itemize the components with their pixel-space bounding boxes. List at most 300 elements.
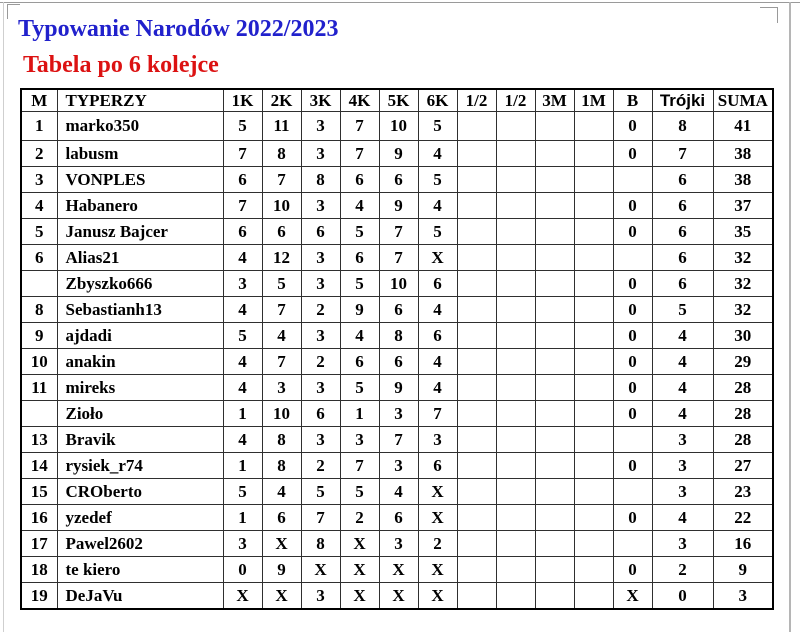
stage-score-cell bbox=[574, 271, 613, 297]
stage-score-cell bbox=[535, 583, 574, 610]
trojki-cell: 6 bbox=[652, 271, 713, 297]
round-score-cell: 2 bbox=[301, 297, 340, 323]
round-score-cell: 4 bbox=[223, 427, 262, 453]
round-score-cell: 6 bbox=[379, 505, 418, 531]
round-score-cell: 1 bbox=[340, 401, 379, 427]
column-header-6k: 6K bbox=[418, 89, 457, 112]
round-score-cell: 3 bbox=[301, 245, 340, 271]
round-score-cell: 5 bbox=[223, 479, 262, 505]
table-row bbox=[21, 583, 773, 610]
round-score-cell: X bbox=[340, 557, 379, 583]
standings-table bbox=[20, 88, 774, 610]
round-score-cell: 7 bbox=[379, 245, 418, 271]
column-header-b: B bbox=[613, 89, 652, 112]
trojki-cell: 5 bbox=[652, 297, 713, 323]
round-score-cell: X bbox=[301, 557, 340, 583]
round-score-cell: X bbox=[418, 583, 457, 610]
suma-cell: 32 bbox=[713, 271, 773, 297]
bonus-cell: 0 bbox=[613, 141, 652, 167]
bonus-cell: 0 bbox=[613, 375, 652, 401]
player-name-cell: CROberto bbox=[57, 479, 223, 505]
stage-score-cell bbox=[496, 557, 535, 583]
stage-score-cell bbox=[574, 219, 613, 245]
table-row bbox=[21, 505, 773, 531]
table-row bbox=[21, 349, 773, 375]
stage-score-cell bbox=[496, 531, 535, 557]
table-row bbox=[21, 375, 773, 401]
rank-cell: 6 bbox=[21, 245, 57, 271]
column-header-1m: 1M bbox=[574, 89, 613, 112]
player-name-cell: Zioło bbox=[57, 401, 223, 427]
page-subtitle: Tabela po 6 kolejce bbox=[23, 52, 219, 78]
round-score-cell: 5 bbox=[418, 112, 457, 141]
table-row bbox=[21, 479, 773, 505]
suma-cell: 28 bbox=[713, 401, 773, 427]
rank-cell: 16 bbox=[21, 505, 57, 531]
suma-cell: 28 bbox=[713, 375, 773, 401]
player-name-cell: Sebastianh13 bbox=[57, 297, 223, 323]
stage-score-cell bbox=[535, 323, 574, 349]
round-score-cell: 3 bbox=[301, 112, 340, 141]
round-score-cell: 7 bbox=[223, 193, 262, 219]
round-score-cell: 5 bbox=[418, 219, 457, 245]
suma-cell: 9 bbox=[713, 557, 773, 583]
round-score-cell: 4 bbox=[223, 375, 262, 401]
stage-score-cell bbox=[574, 401, 613, 427]
stage-score-cell bbox=[496, 479, 535, 505]
round-score-cell: 6 bbox=[262, 219, 301, 245]
stage-score-cell bbox=[574, 167, 613, 193]
round-score-cell: 6 bbox=[301, 219, 340, 245]
player-name-cell: Bravik bbox=[57, 427, 223, 453]
column-header-2k: 2K bbox=[262, 89, 301, 112]
rank-cell: 18 bbox=[21, 557, 57, 583]
stage-score-cell bbox=[457, 557, 496, 583]
column-header-4k: 4K bbox=[340, 89, 379, 112]
trojki-cell: 6 bbox=[652, 219, 713, 245]
round-score-cell: X bbox=[262, 583, 301, 610]
round-score-cell: 10 bbox=[262, 193, 301, 219]
round-score-cell: 6 bbox=[418, 271, 457, 297]
bonus-cell: 0 bbox=[613, 349, 652, 375]
trojki-cell: 4 bbox=[652, 349, 713, 375]
rank-cell bbox=[21, 401, 57, 427]
column-header-3k: 3K bbox=[301, 89, 340, 112]
table-row bbox=[21, 167, 773, 193]
stage-score-cell bbox=[457, 583, 496, 610]
player-name-cell: VONPLES bbox=[57, 167, 223, 193]
stage-score-cell bbox=[574, 297, 613, 323]
stage-score-cell bbox=[535, 297, 574, 323]
stage-score-cell bbox=[496, 583, 535, 610]
round-score-cell: 7 bbox=[301, 505, 340, 531]
rank-cell: 8 bbox=[21, 297, 57, 323]
stage-score-cell bbox=[457, 167, 496, 193]
round-score-cell: 11 bbox=[262, 112, 301, 141]
stage-score-cell bbox=[496, 427, 535, 453]
round-score-cell: 6 bbox=[223, 167, 262, 193]
column-header-m: M bbox=[21, 89, 57, 112]
player-name-cell: Pawel2602 bbox=[57, 531, 223, 557]
column-header-1-2: 1/2 bbox=[496, 89, 535, 112]
player-name-cell: te kiero bbox=[57, 557, 223, 583]
round-score-cell: 5 bbox=[262, 271, 301, 297]
player-name-cell: rysiek_r74 bbox=[57, 453, 223, 479]
rank-cell: 15 bbox=[21, 479, 57, 505]
round-score-cell: 5 bbox=[340, 479, 379, 505]
round-score-cell: X bbox=[418, 479, 457, 505]
player-name-cell: mireks bbox=[57, 375, 223, 401]
round-score-cell: 9 bbox=[262, 557, 301, 583]
column-header-1k: 1K bbox=[223, 89, 262, 112]
trojki-cell: 3 bbox=[652, 427, 713, 453]
rank-cell bbox=[21, 271, 57, 297]
round-score-cell: 3 bbox=[223, 271, 262, 297]
round-score-cell: 5 bbox=[340, 219, 379, 245]
bonus-cell bbox=[613, 167, 652, 193]
round-score-cell: 4 bbox=[262, 479, 301, 505]
bonus-cell: 0 bbox=[613, 505, 652, 531]
stage-score-cell bbox=[535, 453, 574, 479]
suma-cell: 38 bbox=[713, 167, 773, 193]
round-score-cell: X bbox=[340, 531, 379, 557]
trojki-cell: 4 bbox=[652, 323, 713, 349]
suma-cell: 32 bbox=[713, 297, 773, 323]
stage-score-cell bbox=[574, 141, 613, 167]
round-score-cell: 2 bbox=[340, 505, 379, 531]
suma-cell: 23 bbox=[713, 479, 773, 505]
round-score-cell: 9 bbox=[340, 297, 379, 323]
bonus-cell: 0 bbox=[613, 557, 652, 583]
bonus-cell: 0 bbox=[613, 401, 652, 427]
round-score-cell: 10 bbox=[379, 271, 418, 297]
trojki-cell: 6 bbox=[652, 245, 713, 271]
stage-score-cell bbox=[496, 167, 535, 193]
trojki-cell: 6 bbox=[652, 193, 713, 219]
suma-cell: 41 bbox=[713, 112, 773, 141]
round-score-cell: 4 bbox=[340, 193, 379, 219]
page-top-edge bbox=[0, 2, 800, 3]
round-score-cell: 7 bbox=[418, 401, 457, 427]
trojki-cell: 8 bbox=[652, 112, 713, 141]
round-score-cell: X bbox=[418, 245, 457, 271]
round-score-cell: 7 bbox=[379, 219, 418, 245]
round-score-cell: 4 bbox=[262, 323, 301, 349]
round-score-cell: 1 bbox=[223, 453, 262, 479]
round-score-cell: 7 bbox=[379, 427, 418, 453]
round-score-cell: 4 bbox=[379, 479, 418, 505]
round-score-cell: 4 bbox=[418, 297, 457, 323]
round-score-cell: X bbox=[340, 583, 379, 610]
round-score-cell: 6 bbox=[379, 297, 418, 323]
table-body bbox=[21, 112, 773, 610]
bonus-cell: 0 bbox=[613, 219, 652, 245]
bonus-cell: 0 bbox=[613, 323, 652, 349]
table-row bbox=[21, 245, 773, 271]
bonus-cell: X bbox=[613, 583, 652, 610]
round-score-cell: 1 bbox=[223, 401, 262, 427]
stage-score-cell bbox=[457, 193, 496, 219]
table-row bbox=[21, 193, 773, 219]
stage-score-cell bbox=[574, 323, 613, 349]
suma-cell: 27 bbox=[713, 453, 773, 479]
round-score-cell: 8 bbox=[301, 167, 340, 193]
round-score-cell: 6 bbox=[379, 167, 418, 193]
stage-score-cell bbox=[535, 349, 574, 375]
bonus-cell: 0 bbox=[613, 453, 652, 479]
stage-score-cell bbox=[496, 141, 535, 167]
stage-score-cell bbox=[457, 297, 496, 323]
stage-score-cell bbox=[457, 323, 496, 349]
player-name-cell: anakin bbox=[57, 349, 223, 375]
round-score-cell: 12 bbox=[262, 245, 301, 271]
stage-score-cell bbox=[496, 245, 535, 271]
round-score-cell: 3 bbox=[301, 271, 340, 297]
stage-score-cell bbox=[574, 453, 613, 479]
round-score-cell: 2 bbox=[418, 531, 457, 557]
suma-cell: 16 bbox=[713, 531, 773, 557]
round-score-cell: 6 bbox=[418, 323, 457, 349]
round-score-cell: 7 bbox=[262, 349, 301, 375]
stage-score-cell bbox=[496, 349, 535, 375]
round-score-cell: 8 bbox=[301, 531, 340, 557]
bonus-cell: 0 bbox=[613, 193, 652, 219]
round-score-cell: 6 bbox=[340, 245, 379, 271]
page-right-edge bbox=[789, 2, 791, 632]
stage-score-cell bbox=[574, 112, 613, 141]
stage-score-cell bbox=[457, 141, 496, 167]
suma-cell: 38 bbox=[713, 141, 773, 167]
rank-cell: 13 bbox=[21, 427, 57, 453]
trojki-cell: 4 bbox=[652, 505, 713, 531]
suma-cell: 28 bbox=[713, 427, 773, 453]
round-score-cell: 3 bbox=[301, 193, 340, 219]
round-score-cell: 2 bbox=[301, 453, 340, 479]
round-score-cell: X bbox=[223, 583, 262, 610]
stage-score-cell bbox=[535, 401, 574, 427]
round-score-cell: 5 bbox=[418, 167, 457, 193]
round-score-cell: 3 bbox=[379, 401, 418, 427]
stage-score-cell bbox=[496, 112, 535, 141]
stage-score-cell bbox=[457, 271, 496, 297]
round-score-cell: 3 bbox=[223, 531, 262, 557]
bonus-cell: 0 bbox=[613, 271, 652, 297]
stage-score-cell bbox=[535, 167, 574, 193]
round-score-cell: 10 bbox=[262, 401, 301, 427]
round-score-cell: 3 bbox=[379, 453, 418, 479]
trojki-cell: 3 bbox=[652, 479, 713, 505]
table-head bbox=[21, 89, 773, 112]
trojki-cell: 3 bbox=[652, 453, 713, 479]
round-score-cell: 9 bbox=[379, 141, 418, 167]
rank-cell: 9 bbox=[21, 323, 57, 349]
player-name-cell: Janusz Bajcer bbox=[57, 219, 223, 245]
round-score-cell: 8 bbox=[262, 453, 301, 479]
player-name-cell: Habanero bbox=[57, 193, 223, 219]
round-score-cell: 4 bbox=[340, 323, 379, 349]
round-score-cell: 6 bbox=[379, 349, 418, 375]
table-row bbox=[21, 531, 773, 557]
round-score-cell: 8 bbox=[262, 141, 301, 167]
stage-score-cell bbox=[457, 531, 496, 557]
column-header-tr-jki: Trójki bbox=[652, 89, 713, 112]
rank-cell: 3 bbox=[21, 167, 57, 193]
round-score-cell: 1 bbox=[223, 505, 262, 531]
round-score-cell: 10 bbox=[379, 112, 418, 141]
round-score-cell: X bbox=[379, 583, 418, 610]
round-score-cell: 4 bbox=[418, 141, 457, 167]
bonus-cell bbox=[613, 245, 652, 271]
player-name-cell: Alias21 bbox=[57, 245, 223, 271]
rank-cell: 17 bbox=[21, 531, 57, 557]
round-score-cell: 5 bbox=[301, 479, 340, 505]
stage-score-cell bbox=[535, 375, 574, 401]
trojki-cell: 3 bbox=[652, 531, 713, 557]
round-score-cell: 3 bbox=[301, 323, 340, 349]
stage-score-cell bbox=[457, 219, 496, 245]
round-score-cell: 4 bbox=[418, 375, 457, 401]
stage-score-cell bbox=[574, 427, 613, 453]
round-score-cell: 6 bbox=[301, 401, 340, 427]
stage-score-cell bbox=[574, 349, 613, 375]
round-score-cell: 4 bbox=[418, 193, 457, 219]
column-header-typerzy: TYPERZY bbox=[57, 89, 223, 112]
table-row bbox=[21, 401, 773, 427]
round-score-cell: 9 bbox=[379, 193, 418, 219]
stage-score-cell bbox=[496, 453, 535, 479]
trojki-cell: 4 bbox=[652, 375, 713, 401]
stage-score-cell bbox=[574, 505, 613, 531]
round-score-cell: 5 bbox=[223, 323, 262, 349]
trojki-cell: 7 bbox=[652, 141, 713, 167]
stage-score-cell bbox=[535, 505, 574, 531]
suma-cell: 3 bbox=[713, 583, 773, 610]
trojki-cell: 4 bbox=[652, 401, 713, 427]
round-score-cell: 5 bbox=[223, 112, 262, 141]
table-row bbox=[21, 112, 773, 141]
stage-score-cell bbox=[496, 193, 535, 219]
stage-score-cell bbox=[535, 557, 574, 583]
player-name-cell: labusm bbox=[57, 141, 223, 167]
page-left-edge bbox=[3, 2, 4, 632]
stage-score-cell bbox=[535, 141, 574, 167]
round-score-cell: 7 bbox=[262, 297, 301, 323]
stage-score-cell bbox=[574, 557, 613, 583]
round-score-cell: 3 bbox=[262, 375, 301, 401]
round-score-cell: 4 bbox=[223, 349, 262, 375]
bonus-cell bbox=[613, 531, 652, 557]
round-score-cell: 6 bbox=[418, 453, 457, 479]
stage-score-cell bbox=[574, 245, 613, 271]
stage-score-cell bbox=[574, 583, 613, 610]
stage-score-cell bbox=[457, 427, 496, 453]
bonus-cell bbox=[613, 479, 652, 505]
table-row bbox=[21, 323, 773, 349]
table-header-row bbox=[21, 89, 773, 112]
stage-score-cell bbox=[574, 375, 613, 401]
round-score-cell: 7 bbox=[340, 141, 379, 167]
round-score-cell: 3 bbox=[301, 583, 340, 610]
rank-cell: 10 bbox=[21, 349, 57, 375]
bonus-cell: 0 bbox=[613, 112, 652, 141]
stage-score-cell bbox=[496, 271, 535, 297]
stage-score-cell bbox=[496, 375, 535, 401]
column-header-1-2: 1/2 bbox=[457, 89, 496, 112]
suma-cell: 30 bbox=[713, 323, 773, 349]
round-score-cell: 6 bbox=[340, 349, 379, 375]
column-header-5k: 5K bbox=[379, 89, 418, 112]
column-header-suma: SUMA bbox=[713, 89, 773, 112]
stage-score-cell bbox=[535, 271, 574, 297]
stage-score-cell bbox=[535, 219, 574, 245]
stage-score-cell bbox=[535, 531, 574, 557]
rank-cell: 14 bbox=[21, 453, 57, 479]
round-score-cell: 8 bbox=[379, 323, 418, 349]
stage-score-cell bbox=[457, 112, 496, 141]
suma-cell: 35 bbox=[713, 219, 773, 245]
trojki-cell: 6 bbox=[652, 167, 713, 193]
round-score-cell: 3 bbox=[418, 427, 457, 453]
column-header-3m: 3M bbox=[535, 89, 574, 112]
round-score-cell: X bbox=[262, 531, 301, 557]
table-row bbox=[21, 297, 773, 323]
player-name-cell: yzedef bbox=[57, 505, 223, 531]
table-row bbox=[21, 271, 773, 297]
rank-cell: 1 bbox=[21, 112, 57, 141]
player-name-cell: DeJaVu bbox=[57, 583, 223, 610]
stage-score-cell bbox=[535, 112, 574, 141]
round-score-cell: 3 bbox=[379, 531, 418, 557]
round-score-cell: X bbox=[418, 505, 457, 531]
round-score-cell: 3 bbox=[301, 375, 340, 401]
trojki-cell: 2 bbox=[652, 557, 713, 583]
round-score-cell: 6 bbox=[340, 167, 379, 193]
round-score-cell: 4 bbox=[223, 297, 262, 323]
round-score-cell: 4 bbox=[223, 245, 262, 271]
stage-score-cell bbox=[457, 349, 496, 375]
stage-score-cell bbox=[574, 531, 613, 557]
bonus-cell bbox=[613, 427, 652, 453]
round-score-cell: 7 bbox=[340, 453, 379, 479]
player-name-cell: ajdadi bbox=[57, 323, 223, 349]
round-score-cell: 4 bbox=[418, 349, 457, 375]
suma-cell: 29 bbox=[713, 349, 773, 375]
suma-cell: 37 bbox=[713, 193, 773, 219]
rank-cell: 2 bbox=[21, 141, 57, 167]
stage-score-cell bbox=[496, 401, 535, 427]
stage-score-cell bbox=[457, 479, 496, 505]
round-score-cell: 0 bbox=[223, 557, 262, 583]
round-score-cell: 6 bbox=[223, 219, 262, 245]
table-row bbox=[21, 453, 773, 479]
rank-cell: 11 bbox=[21, 375, 57, 401]
stage-score-cell bbox=[496, 505, 535, 531]
player-name-cell: marko350 bbox=[57, 112, 223, 141]
round-score-cell: 6 bbox=[262, 505, 301, 531]
stage-score-cell bbox=[535, 245, 574, 271]
stage-score-cell bbox=[574, 193, 613, 219]
round-score-cell: 2 bbox=[301, 349, 340, 375]
stage-score-cell bbox=[535, 479, 574, 505]
round-score-cell: 7 bbox=[262, 167, 301, 193]
stage-score-cell bbox=[535, 193, 574, 219]
stage-score-cell bbox=[496, 219, 535, 245]
stage-score-cell bbox=[457, 401, 496, 427]
stage-score-cell bbox=[535, 427, 574, 453]
round-score-cell: X bbox=[418, 557, 457, 583]
player-name-cell: Zbyszko666 bbox=[57, 271, 223, 297]
rank-cell: 4 bbox=[21, 193, 57, 219]
